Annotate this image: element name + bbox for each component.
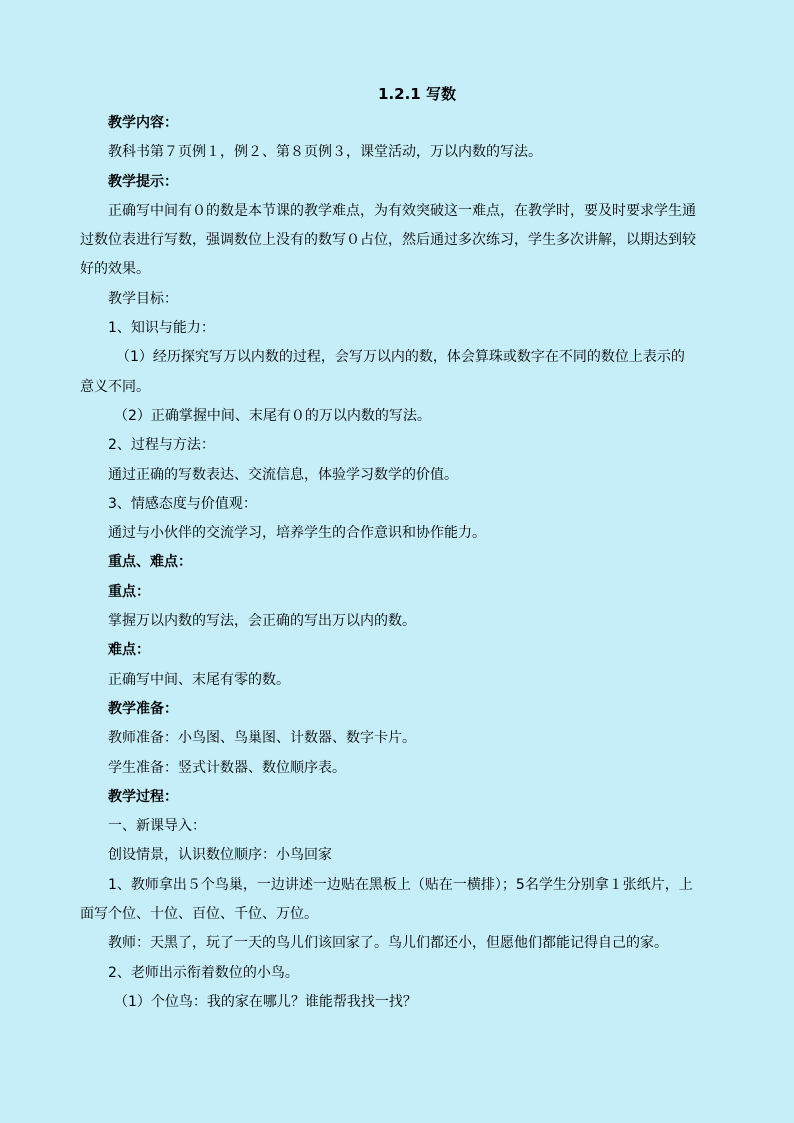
- subheading-key: 重点：: [108, 583, 150, 600]
- paragraph: 教师准备：小鸟图、鸟巢图、计数器、数字卡片。: [108, 730, 416, 747]
- list-item: （1）个位鸟：我的家在哪儿？谁能帮我找一找？: [114, 993, 417, 1010]
- paragraph: 掌握万以内数的写法，会正确的写出万以内的数。: [108, 613, 416, 630]
- section-heading-prep: 教学准备：: [108, 700, 178, 717]
- section-heading-hint: 教学提示：: [108, 173, 178, 190]
- subheading-difficulty: 难点：: [108, 642, 150, 659]
- paragraph: 教科书第７页例１，例２、第８页例３，课堂活动，万以内数的写法。: [108, 144, 542, 161]
- section-heading-key: 重点、难点：: [108, 554, 192, 571]
- section-heading-content: 教学内容：: [108, 115, 178, 131]
- page-title: 1.2.1 写数: [378, 85, 456, 103]
- list-item: （2）正确掌握中间、末尾有０的万以内数的写法。: [114, 407, 431, 424]
- paragraph: 1、教师拿出５个鸟巢，一边讲述一边贴在黑板上（贴在一横排）；5名学生分别拿１张纸片，上面写个位、十位、百位、千位、万位。: [80, 876, 693, 923]
- document-body: [80, 109, 698, 1017]
- list-item: 2、过程与方法：: [108, 437, 215, 454]
- list-item: 3、情感态度与价值观：: [108, 495, 257, 512]
- list-item: （1）经历探究写万以内数的过程，会写万以内的数，体会算珠或数字在不同的数位上表示的意义不同。: [80, 349, 685, 395]
- section-heading-goal: 教学目标：: [108, 290, 178, 307]
- paragraph: 正确写中间、末尾有零的数。: [108, 671, 290, 688]
- section-heading-process: 教学过程：: [108, 788, 178, 805]
- list-item: 1、知识与能力：: [108, 320, 215, 337]
- paragraph: 学生准备：竖式计数器、数位顺序表。: [108, 759, 346, 776]
- paragraph: 通过与小伙伴的交流学习，培养学生的合作意识和协作能力。: [108, 525, 486, 542]
- paragraph: 教师：天黑了，玩了一天的鸟儿们该回家了。鸟儿们都还小，但愿他们都能记得自己的家。: [108, 935, 668, 952]
- list-item: 一、新课导入：: [108, 818, 206, 835]
- list-item: 2、老师出示衔着数位的小鸟。: [108, 964, 299, 981]
- paragraph: 通过正确的写数表达、交流信息，体验学习数学的价值。: [108, 466, 458, 483]
- paragraph: 正确写中间有０的数是本节课的教学难点，为有效突破这一难点，在教学时，要及时要求学生通过数位表进行写数，强调数位上没有的数写０占位，然后通过多次练习，学生多次讲解，以期达到较好的效果。: [80, 202, 696, 278]
- paragraph: 创设情景，认识数位顺序：小鸟回家: [108, 847, 332, 864]
